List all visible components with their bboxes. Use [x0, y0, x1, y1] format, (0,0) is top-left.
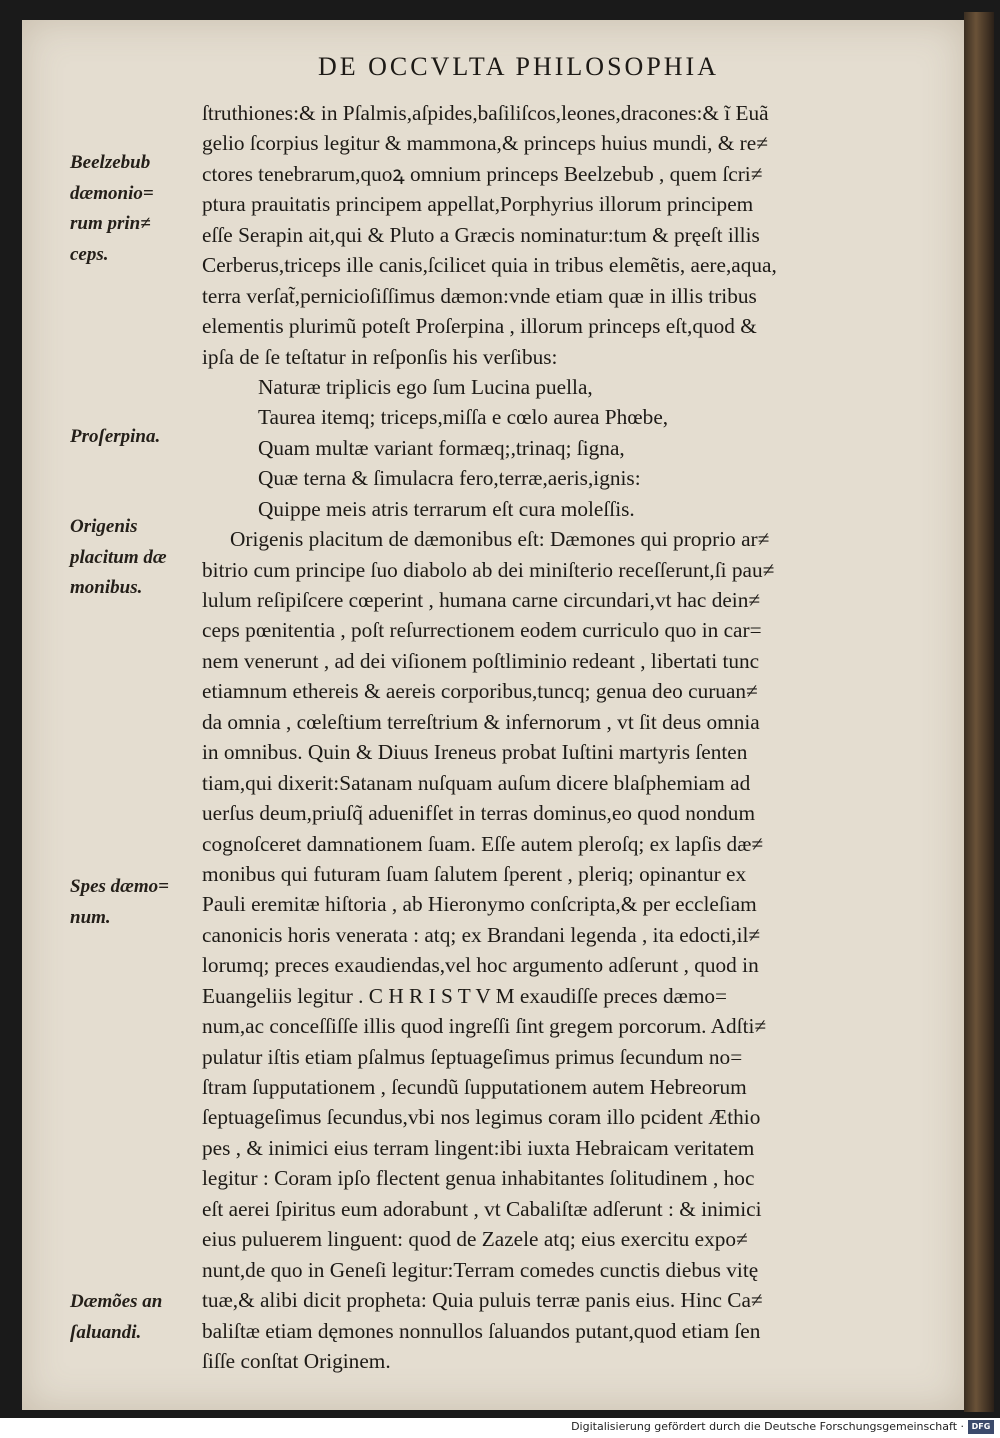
verse-line: Quam multæ variant formæq;,trinaq; ſigna, [258, 435, 625, 460]
footer-bar [0, 1418, 1000, 1438]
text-line: num,ac conceſſiſſe illis quod ingreſſi ſint gregem porcorum. Adſti≠ [202, 1014, 767, 1039]
text-line: in omnibus. Quin & Diuus Ireneus probat Iuſtini martyris ſenten [202, 740, 748, 765]
margin-note-spes-daemonum: Spes dæmo= num. [70, 876, 169, 928]
text-line: ctores tenebrarum,quoꝝ omnium princeps Beelzebub , quem ſcri≠ [202, 161, 763, 186]
margin-note-proserpina: Proſerpina. [70, 426, 161, 447]
text-line: tuæ,& alibi dicit propheta: Quia puluis terræ panis eius. Hinc Ca≠ [202, 1288, 763, 1313]
text-line: pes , & inimici eius terram lingent:ibi iuxta Hebraicam veritatem [202, 1135, 755, 1160]
text-line: Origenis placitum de dæmonibus eſt: Dæmones qui proprio ar≠ [230, 527, 770, 552]
text-line: etiamnum ethereis & aereis corporibus,tuncq; genua deo curuan≠ [202, 679, 758, 704]
text-line: uerſus deum,priuſq̃ aduenifſet in terras dominus,eo quod nondum [202, 801, 756, 826]
text-line: cognoſceret damnationem ſuam. Eſſe autem pleroſq; ex lapſis dæ≠ [202, 831, 764, 856]
verse-line: Naturæ triplicis ego ſum Lucina puella, [258, 374, 593, 399]
text-line: eius puluerem linguent: quod de Zazele atq; eius exercitu expo≠ [202, 1227, 748, 1252]
text-line: eſt aerei ſpiritus eum adorabunt , vt Cabaliſtæ adſerunt : & inimici [202, 1196, 762, 1221]
text-line: eſſe Serapin ait,qui & Pluto a Græcis nominatur:tum & pręeſt illis [202, 222, 760, 247]
text-line: Pauli eremitæ hiſtoria , ab Hieronymo conſcripta,& per eccleſiam [202, 892, 757, 917]
funding-notice: Digitalisierung gefördert durch die Deutsche Forschungsgemeinschaft · [571, 1420, 964, 1433]
text-line: elementis plurimũ poteſt Proſerpina , illorum princeps eſt,quod & [202, 314, 757, 339]
running-head: DE OCCVLTA PHILOSOPHIA [318, 52, 719, 81]
verse-line: Taurea itemq; triceps,miſſa e cœlo aurea Phœbe, [258, 405, 669, 430]
main-text-block [202, 98, 958, 1376]
margin-note-daemones-saluandi: Dæmões an ſaluandi. [70, 1291, 163, 1343]
text-line: monibus qui futuram ſuam ſalutem ſperent , pleriq; opinantur ex [202, 861, 747, 886]
text-line: Cerberus,triceps ille canis,ſcilicet quia in tribus elemẽtis, aere,aqua, [202, 253, 777, 278]
verse-line: Quæ terna & ſimulacra fero,terræ,aeris,ignis: [258, 466, 641, 491]
margin-note-origenis: Origenis placitum dæ monibus. [70, 516, 167, 598]
text-line: ſtram ſupputationem , ſecundũ ſupputationem autem Hebreorum [202, 1075, 747, 1099]
text-line: da omnia , cœleſtium terreſtrium & infernorum , vt ſit deus omnia [202, 709, 760, 734]
text-line: ſeptuageſimus ſecundus,vbi nos legimus coram illo pcident Æthio [202, 1105, 761, 1130]
text-line: ipſa de ſe teſtatur in reſponſis his verſibus: [202, 344, 558, 369]
text-line: terra verſat̃,pernicioſiſſimus dæmon:vnde etiam quæ in illis tribus [202, 283, 757, 308]
text-line: baliſtæ etiam dęmones nonnullos ſaluandos putant,quod etiam ſen [202, 1318, 761, 1343]
text-line: ceps pœnitentia , poſt reſurrectionem eodem curriculo quo in car= [202, 618, 762, 643]
text-line: canonicis horis venerata : atq; ex Brandani legenda , ita edocti,il≠ [202, 922, 761, 947]
text-line: gelio ſcorpius legitur & mammona,& princeps huius mundi, & re≠ [202, 131, 768, 156]
text-line: nunt,de quo in Geneſi legitur:Terram comedes cunctis diebus vitę [202, 1257, 759, 1282]
text-line: nem venerunt , ad dei viſionem poſtliminio redeant , libertati tunc [202, 648, 760, 673]
text-line: pulatur iſtis etiam pſalmus ſeptuageſimus primus ſecundum no= [202, 1044, 743, 1069]
margin-note-beelzebub: Beelzebub dæmonio= rum prin≠ ceps. [70, 152, 154, 265]
text-line: lorumq; preces exaudiendas,vel hoc argumento adſerunt , quod in [202, 953, 759, 978]
text-line: ſtruthiones:& in Pſalmis,aſpides,baſiliſcos,leones,dracones:& ĩ Euã [202, 101, 769, 125]
text-line: ſiſſe conſtat Originem. [202, 1348, 391, 1373]
verse-line: Quippe meis atris terrarum eſt cura moleſſis. [258, 496, 635, 521]
book-spine-edge [964, 12, 994, 1412]
text-line: bitrio cum principe ſuo diabolo ab dei miniſterio receſſerunt,ſi pau≠ [202, 557, 775, 582]
text-line: Euangeliis legitur . C H R I S T V M exaudiſſe preces dæmo= [202, 983, 728, 1008]
dfg-logo-icon: DFG [968, 1420, 994, 1434]
text-line: lulum reſipiſcere cœperint , humana carne circundari,vt hac dein≠ [202, 588, 761, 612]
text-line: ptura prauitatis principem appellat,Porphyrius illorum principem [202, 192, 754, 217]
text-line: tiam,qui dixerit:Satanam nuſquam auſum dicere blaſphemiam ad [202, 770, 751, 795]
text-line: legitur : Coram ipſo flectent genua inhabitantes ſolitudinem , hoc [202, 1166, 755, 1191]
